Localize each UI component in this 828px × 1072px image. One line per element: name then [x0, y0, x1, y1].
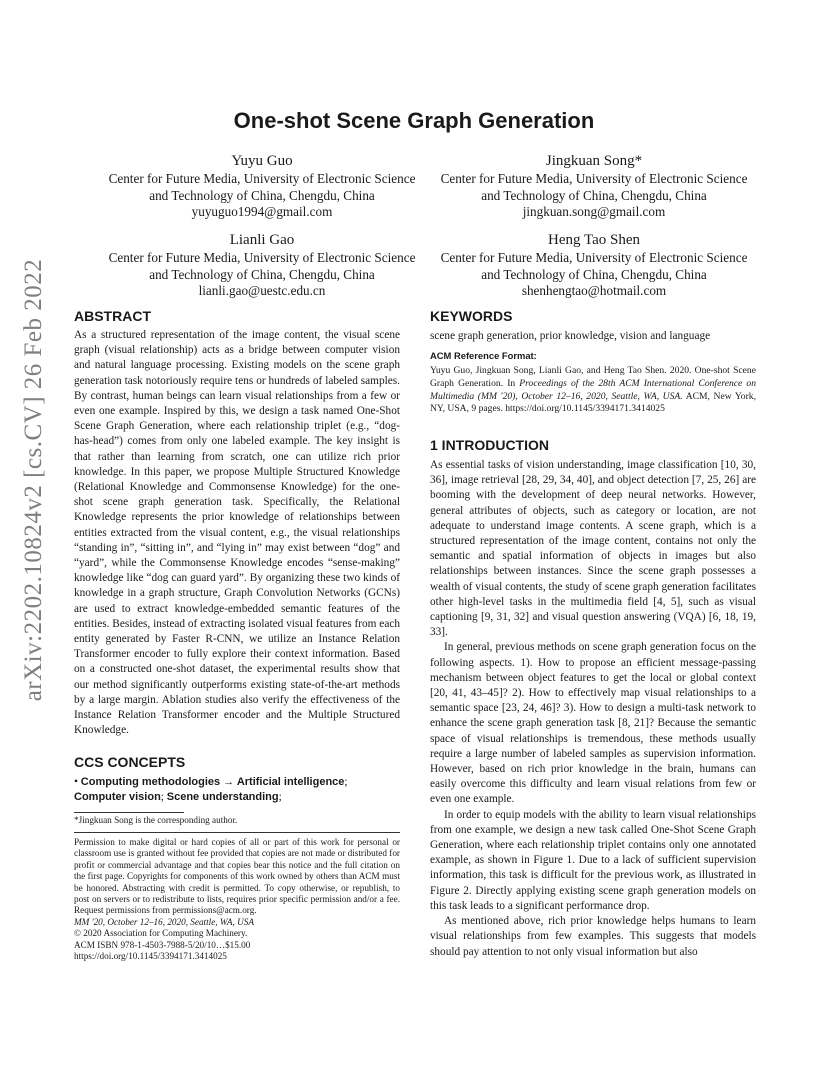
author-email: jingkuan.song@gmail.com	[522, 204, 666, 219]
author-affiliation: Center for Future Media, University of Electronic Science	[440, 250, 748, 265]
ccs-bullet: •	[74, 776, 78, 788]
copyright-line: © 2020 Association for Computing Machinery.	[74, 928, 248, 939]
isbn-line: ACM ISBN 978-1-4503-7988-5/20/10…$15.00	[74, 939, 251, 950]
ccs-section	[74, 754, 400, 805]
introduction-section	[430, 437, 756, 960]
acm-reference-section	[430, 350, 756, 416]
arxiv-side-stamp: arXiv:2202.10824v2 [cs.CV] 26 Feb 2022	[20, 258, 47, 702]
author-email: shenhengtao@hotmail.com	[521, 283, 667, 298]
acm-reference-text	[430, 365, 756, 416]
author-block	[87, 230, 437, 300]
ccs-item: Computer vision	[74, 791, 161, 804]
doi-link[interactable]: https://doi.org/10.1145/3394171.3414025	[74, 951, 227, 962]
keywords-text: scene graph generation, prior knowledge, vision and language	[430, 330, 711, 342]
conference-line: MM '20, October 12–16, 2020, Seattle, WA, USA	[74, 916, 254, 927]
ccs-concepts	[74, 775, 400, 805]
footnote	[74, 815, 400, 826]
acm-reference-proceedings: Proceedings of the 28th ACM International Conference on Multimedia (MM '20), October 12–16, 2020, Seattle, WA, USA.	[430, 377, 756, 402]
intro-paragraph: As essential tasks of vision understanding, image classification [10, 30, 36], image retrieval [28, 29, 34, 40], and object detection [7, 25, 26] are booming with the development of deep neural networks. However, general attributes of objects, such as category or location, are not adequate to understand image contents. A scene graph, which is a structured representation of the image content, contains not only the semantic and spatial information of objects in images but also relationships between instances. Since the scene graph possesses a wealth of visual contents, the study of scene graph generation facilitates other high-level tasks in the multimedia field [4, 5], such as visual captioning [9, 31, 32] and visual question answering (VQA) [6, 18, 19, 33].	[430, 459, 756, 639]
ccs-item: Scene understanding	[166, 791, 279, 804]
ccs-separator: ;	[344, 776, 348, 788]
author-email: yuyuguo1994@gmail.com	[191, 204, 333, 219]
permission-block	[74, 837, 400, 962]
author-email: lianli.gao@uestc.edu.cn	[198, 283, 326, 298]
author-name: Jingkuan Song*	[545, 153, 643, 169]
intro-paragraph: In order to equip models with the ability to learn visual relationships from one example, we design a new task called One-Shot Scene Graph Generation, where each relationship triplet contains only one annotated example, as shown in Figure 1. Due to a lack of sufficient supervision information, this task is difficult for the previous work, as illustrated in Figure 2. Directly applying existing scene graph generation models on this task leads to a significant performance drop.	[430, 808, 756, 912]
author-name: Yuyu Guo	[231, 153, 293, 169]
abstract-heading: ABSTRACT	[74, 308, 151, 324]
acm-reference-authors: Yuyu Guo, Jingkuan Song, Lianli Gao, and Heng Tao Shen. 2020. One-shot Scene Graph Generation. In	[430, 365, 756, 389]
author-block	[419, 230, 769, 300]
acm-reference-publisher: ACM, New York, NY, USA, 9 pages. https://doi.org/10.1145/3394171.3414025	[430, 390, 756, 415]
footnote-text: *Jingkuan Song is the corresponding author.	[74, 815, 238, 825]
author-block	[419, 151, 769, 221]
ccs-separator: ;	[160, 791, 167, 804]
author-affiliation: Center for Future Media, University of Electronic Science	[108, 171, 416, 186]
ccs-item: Computing methodologies → Artificial intelligence	[80, 776, 345, 788]
author-affiliation: and Technology of China, Chengdu, China	[481, 266, 707, 282]
intro-paragraph: In general, previous methods on scene graph generation focus on the following aspects. 1). How to propose an efficient message-passing mechanism between object features to get the local or global context [20, 41, 43–45]? 2). How to effectively map visual relationships to a semantic space [23, 24, 46]? 3). How to design a multi-task network to enhance the scene graph generation task [8, 21]? Because the semantic space of visual relationships is tremendous, these methods usually require a large number of labeled samples as supervision information. However, based on rich prior knowledge in the brain, humans can easily overcome this difficulty and learn visual relations from few or even one example.	[430, 641, 756, 806]
keywords-section	[430, 308, 756, 344]
author-block	[87, 151, 437, 221]
author-affiliation: and Technology of China, Chengdu, China	[149, 266, 375, 282]
author-name: Lianli Gao	[229, 232, 295, 248]
ccs-heading: CCS CONCEPTS	[74, 754, 186, 770]
intro-paragraph: As mentioned above, rich prior knowledge helps humans to learn visual relationships from few examples. This suggests that models should pay attention to not only visual information but also	[430, 915, 756, 958]
introduction-heading: 1 INTRODUCTION	[430, 437, 549, 453]
author-affiliation: and Technology of China, Chengdu, China	[481, 187, 707, 203]
keywords-heading: KEYWORDS	[430, 308, 513, 324]
ccs-end: ;	[278, 791, 282, 804]
footnote-rule	[74, 812, 184, 813]
abstract-text: As a structured representation of the image content, the visual scene graph (visual relationship) acts as a bridge between computer vision and natural language processing. Existing models on the scene graph generation task notoriously require tens or hundreds of labeled samples. By contrast, human beings can learn visual relationships from a few or even one example. Inspired by this, we design a task named One-Shot Scene Graph Generation, where each relationship triplet (e.g., “dog-has-head”) comes from only one labeled example. The key insight is that rather than learning from scratch, one can utilize rich prior knowledge. In this paper, we propose Multiple Structured Knowledge (Relational Knowledge and Commonsense Knowledge) for the one-shot scene graph generation task. Specifically, the Relational Knowledge represents the prior knowledge of relationships between entities extracted from the visual content, e.g., the visual relationships “standing in”, “sitting in”, and “lying in” may exist between “dog” and “yard”, while the Commonsense Knowledge encodes “sense-making” knowledge like “dog can guard yard”. By organizing these two kinds of knowledge in a graph structure, Graph Convolution Networks (GCNs) are used to extract knowledge-embedded semantic features of the entities. Besides, instead of extracting isolated visual features from each entity generated by Faster R-CNN, we utilize an Instance Relation Transformer encoder to fully explore their context information. Based on a constructed one-shot dataset, the experimental results show that our method significantly outperforms existing state-of-the-art methods by a large margin. Ablation studies also verify the effectiveness of the Instance Relation Transformer encoder and the Multiple Structured Knowledge.	[74, 329, 400, 737]
abstract-section	[74, 308, 400, 738]
author-name: Heng Tao Shen	[548, 232, 640, 248]
author-affiliation: Center for Future Media, University of Electronic Science	[108, 250, 416, 265]
permission-rule	[74, 832, 400, 833]
permission-text: Permission to make digital or hard copies of all or part of this work for personal or classroom use is granted without fee provided that copies are not made or distributed for profit or commercial advantage and that copies bear this notice and the full citation on the first page. Copyrights for components of this work owned by others than ACM must be honored. Abstracting with credit is permitted. To copy otherwise, or republish, to post on servers or to redistribute to lists, requires prior specific permission and/or a fee. Request permissions from permissions@acm.org.	[74, 837, 400, 916]
author-affiliation: Center for Future Media, University of Electronic Science	[440, 171, 748, 186]
acm-reference-label: ACM Reference Format:	[430, 350, 537, 361]
author-affiliation: and Technology of China, Chengdu, China	[149, 187, 375, 203]
paper-title: One-shot Scene Graph Generation	[233, 108, 595, 133]
